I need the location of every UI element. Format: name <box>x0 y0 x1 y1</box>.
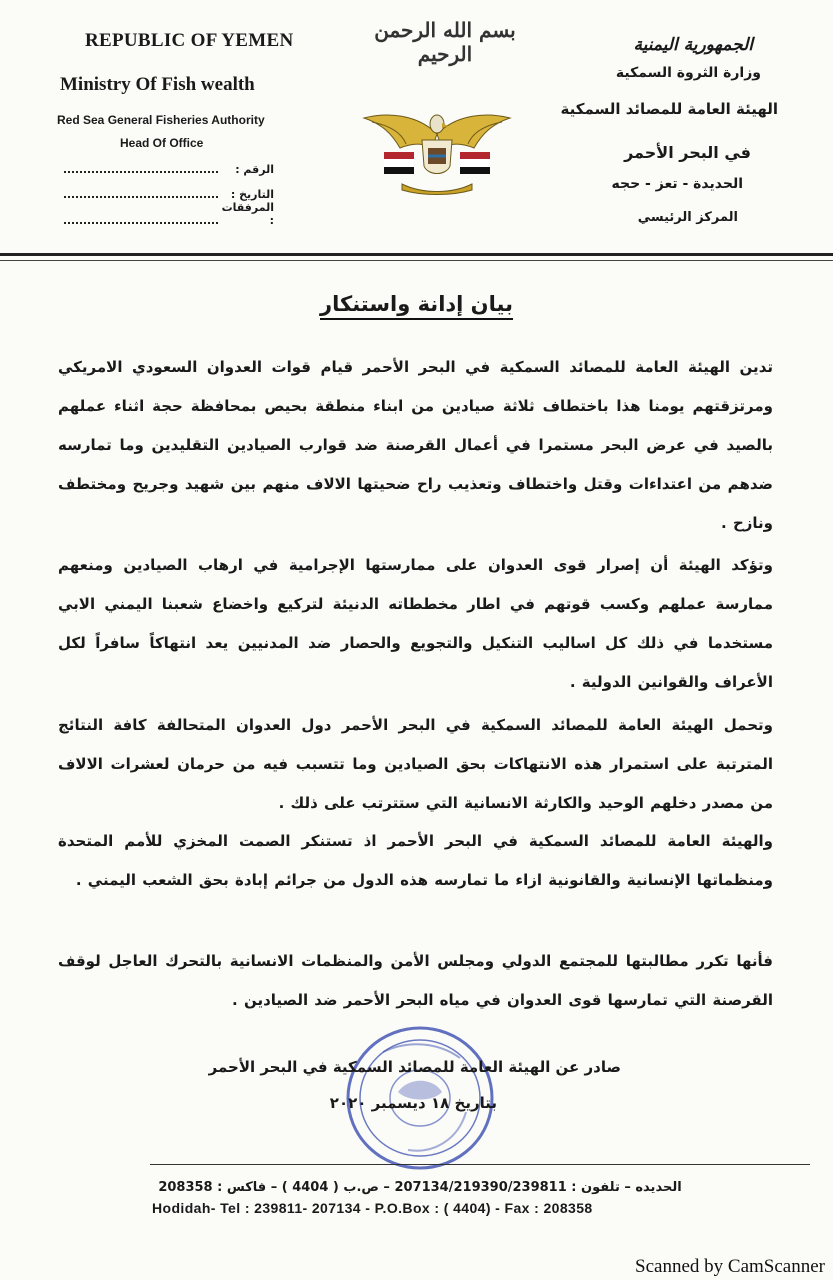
ministry-name-en: Ministry Of Fish wealth <box>60 74 255 95</box>
header-divider <box>0 253 833 256</box>
paragraph-demands: فأنها تكرر مطالبتها للمجتمع الدولي ومجلس الأمن والمنظمات الانسانية بالتحرك العاجل لوقف القرصنة التي تمارسها قوى العدوان في مياه البحر الأحمر ضد الصيادين . <box>58 952 773 1009</box>
issued-by-line: صادر عن الهيئة العامة للمصائد السمكية في البحر الأحمر <box>208 1058 621 1076</box>
footer-divider <box>150 1164 810 1165</box>
reference-number-dots <box>64 171 218 173</box>
paragraph-condemnation: تدين الهيئة العامة للمصائد السمكية في البحر الأحمر قيام قوات العدوان السعودي الامريكي ومرتزقتهم يومنا هذا باختطاف ثلاثة صيادين من ابناء منطقة بحيص بمحافظة حجة اثناء عملهم بالصيد في عرض البحر مستمرا في أعمال القرصنة ضد قوارب الصيادين التقليدين وما تمارسه ضدهم من اعتداءات وقتل واختطاف وتعذيب راح ضحيتها الالاف منهم بين شهيد وجريح ومختطف ونازح . <box>58 358 773 532</box>
republic-name-ar: الجمهورية اليمنية <box>633 35 753 55</box>
document-title-text: بيان إدانة واستنكار <box>320 292 513 320</box>
sea-name-ar: في البحر الأحمر <box>624 143 751 162</box>
header-divider-thin <box>0 260 833 261</box>
ministry-name-ar: وزارة الثروة السمكية <box>615 65 761 81</box>
footer-contact-en: Hodidah- Tel : 239811- 207134 - P.O.Box : ( 4404) - Fax : 208358 <box>152 1200 593 1216</box>
reference-attachments-field <box>64 201 274 227</box>
paragraph-responsibility: وتحمل الهيئة العامة للمصائد السمكية في البحر الأحمر دول العدوان المتحالفة كافة النتائج المترتبة على استمرار هذه الانتهاكات بحق الصيادين وما تتسبب فيه من حرمان لعشرات الالاف من مصدر دخلهم الوحيد والكارثة الانسانية التي ستترتب على ذلك . <box>58 716 773 812</box>
cities-ar: الحديدة - تعز - حجه <box>611 176 743 192</box>
office-name-ar: المركز الرئيسي <box>637 210 738 225</box>
reference-date-label: التاريخ : <box>230 188 274 201</box>
paragraph-affirmation: وتؤكد الهيئة أن إصرار قوى العدوان على ممارستها الإجرامية في ارهاب الصيادين ومنعهم ممارسة عملهم وكسب قوتهم في اطار مخططاته الدنيئة لتركيع واخضاع شعبنا اليمني الابي مستخدما في ذلك كل اساليب التنكيل والتجويع والحصار ضد المدنيين يعد انتهاكاً سافراً لكل الأعراف والقوانين الدولية . <box>58 556 773 691</box>
country-name-en: REPUBLIC OF YEMEN <box>85 30 294 51</box>
footer-contact-ar: الحديده – تلفون : 207134/219390/239811 – ص.ب ( 4404 ) – فاكس : 208358 <box>158 1180 682 1195</box>
reference-attachments-dots <box>64 222 218 224</box>
scanner-watermark: Scanned by CamScanner <box>635 1256 825 1277</box>
basmala-calligraphy: بسم الله الرحمن الرحيم <box>374 18 516 66</box>
reference-number-label: الرقم : <box>235 163 274 176</box>
issued-date-line: بتاريخ ١٨ ديسمبر ٢٠٢٠ <box>329 1094 497 1112</box>
yemen-eagle-emblem-icon <box>362 104 512 196</box>
reference-date-field <box>64 183 274 201</box>
authority-name-en: Red Sea General Fisheries Authority <box>57 113 265 127</box>
reference-attachments-label: المرفقات : <box>221 201 274 227</box>
reference-number-field <box>64 158 274 176</box>
office-name-en: Head Of Office <box>120 136 204 150</box>
paragraph-denunciation: والهيئة العامة للمصائد السمكية في البحر الأحمر اذ تستنكر الصمت المخزي للأمم المتحدة ومنظماتها الإنسانية والقانونية ازاء ما تمارسه هذه الدول من جرائم إبادة بحق الشعب اليمني . <box>58 832 773 889</box>
authority-name-ar: الهيئة العامة للمصائد السمكية <box>560 100 778 118</box>
reference-date-dots <box>64 196 218 198</box>
document-title <box>0 292 833 316</box>
